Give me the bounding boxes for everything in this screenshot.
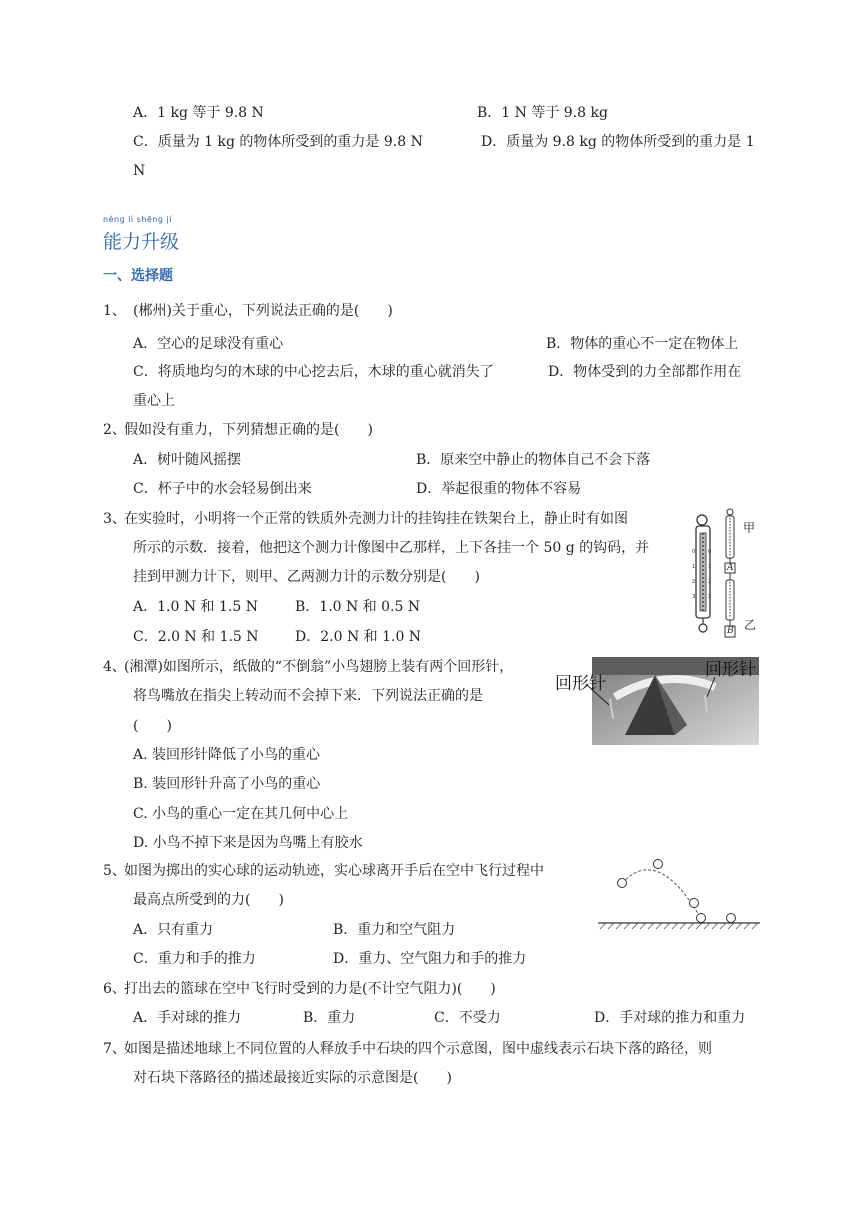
svg-text:2: 2 [708,579,712,585]
question-1-option-d: D．物体受到的力全部都作用在 [548,364,742,380]
question-7-number: 7、 [103,1041,126,1057]
question-5-number: 5、 [103,863,126,879]
question-2-option-c: C．杯子中的水会轻易倒出来 [133,481,312,497]
question-1-option-c: C．将质地均匀的木球的中心挖去后，木球的重心就消失了 [133,364,494,380]
figure-label-b: B [727,626,734,636]
section-title: 能力升级 [103,231,180,253]
question-1-option-d-continued: 重心上 [133,393,175,409]
option-d: D．质量为 9.8 kg 的物体所受到的重力是 1 [481,134,755,150]
figure-label-yi: 乙 [744,618,757,632]
question-2-option-b: B．原来空中静止的物体自己不会下落 [416,452,651,468]
question-3-number: 3、 [103,511,126,527]
question-2-number: 2、 [103,422,126,438]
svg-text:0: 0 [692,549,696,555]
svg-text:1: 1 [708,564,712,570]
option-d-continued: N [133,163,146,179]
svg-text:3: 3 [692,594,696,600]
question-1-number: 1、 [103,303,126,319]
question-5-stem-line-2: 最高点所受到的力( ) [133,892,284,908]
question-5-option-d: D．重力、空气阻力和手的推力 [333,951,527,967]
question-2-option-a: A．树叶随风摇摆 [133,452,242,468]
question-4-option-c: C. 小鸟的重心一定在其几何中心上 [133,806,349,822]
question-3-stem-line-2: 所示的示数．接着，他把这个测力计像图中乙那样，上下各挂一个 50 g 的钩码，并 [133,540,650,556]
question-6-option-a: A．手对球的推力 [133,1010,242,1026]
figure-label-jia: 甲 [743,521,756,535]
question-3-option-b: B．1.0 N 和 0.5 N [295,599,421,615]
question-4-option-b: B. 装回形针升高了小鸟的重心 [133,776,321,792]
question-3-stem-line-3: 挂到甲测力计下，则甲、乙两测力计的示数分别是( ) [133,569,480,585]
section-subhead: 一、选择题 [103,268,173,284]
ball-trajectory-figure [598,855,760,933]
figure-label-clip-right: 回形针 [705,660,756,680]
question-3-option-a: A．1.0 N 和 1.5 N [133,599,258,615]
question-5-option-a: A．只有重力 [133,922,214,938]
question-4-stem-line-1: (湘潭)如图所示，纸做的“不倒翁”小鸟翅膀上装有两个回形针， [124,659,514,675]
option-a: A．1 kg 等于 9.8 N [133,105,264,121]
trajectory-drawing [598,855,760,933]
question-6-number: 6、 [103,981,126,997]
question-6-option-c: C．不受力 [434,1010,501,1026]
question-1-stem: (郴州)关于重心，下列说法正确的是( ) [133,303,393,319]
question-3-stem-line-1: 在实验时，小明将一个正常的铁质外壳测力计的挂钩挂在铁架台上，静止时有如图 [124,511,628,527]
question-7-stem-line-2: 对石块下落路径的描述最接近实际的示意图是( ) [133,1070,452,1086]
figure-label-a: A [727,563,734,573]
figure-label-clip-left: 回形针 [555,674,606,694]
question-5-stem-line-1: 如图为掷出的实心球的运动轨迹，实心球离开手后在空中飞行过程中 [124,863,544,879]
option-c: C．质量为 1 kg 的物体所受到的重力是 9.8 N [133,134,423,150]
question-6-option-b: B．重力 [303,1010,356,1026]
question-4-stem-line-3: ( ) [133,718,172,734]
question-2-stem: 假如没有重力，下列猜想正确的是( ) [124,422,373,438]
svg-text:1: 1 [692,564,696,570]
question-5-option-b: B．重力和空气阻力 [333,922,456,938]
question-1-option-b: B．物体的重心不一定在物体上 [546,336,739,352]
question-6-stem: 打出去的篮球在空中飞行时受到的力是(不计空气阻力)( ) [124,981,496,997]
question-4-number: 4、 [103,659,126,675]
question-6-option-d: D．手对球的推力和重力 [594,1010,746,1026]
option-b: B．1 N 等于 9.8 kg [477,105,608,121]
question-4-option-d: D. 小鸟不掉下来是因为鸟嘴上有胶水 [133,835,363,851]
question-3-option-c: C．2.0 N 和 1.5 N [133,629,259,645]
question-3-option-d: D．2.0 N 和 1.0 N [295,629,422,645]
paper-bird-photo [555,657,759,745]
question-4-stem-line-2: 将鸟嘴放在指尖上转动而不会掉下来．下列说法正确的是 [133,688,483,704]
spring-scale-figure [690,508,762,643]
question-4-option-a: A. 装回形针降低了小鸟的重心 [133,747,321,763]
question-7-stem-line-1: 如图是描述地球上不同位置的人释放手中石块的四个示意图，图中虚线表示石块下落的路径，则 [124,1041,712,1057]
section-pinyin: nénɡ lì shēnɡ jí [103,215,172,224]
question-2-option-d: D．举起很重的物体不容易 [416,481,582,497]
question-5-option-c: C．重力和手的推力 [133,951,256,967]
svg-text:0: 0 [708,549,712,555]
svg-text:2: 2 [692,579,696,585]
question-1-option-a: A．空心的足球没有重心 [133,336,284,352]
svg-text:3: 3 [708,594,712,600]
